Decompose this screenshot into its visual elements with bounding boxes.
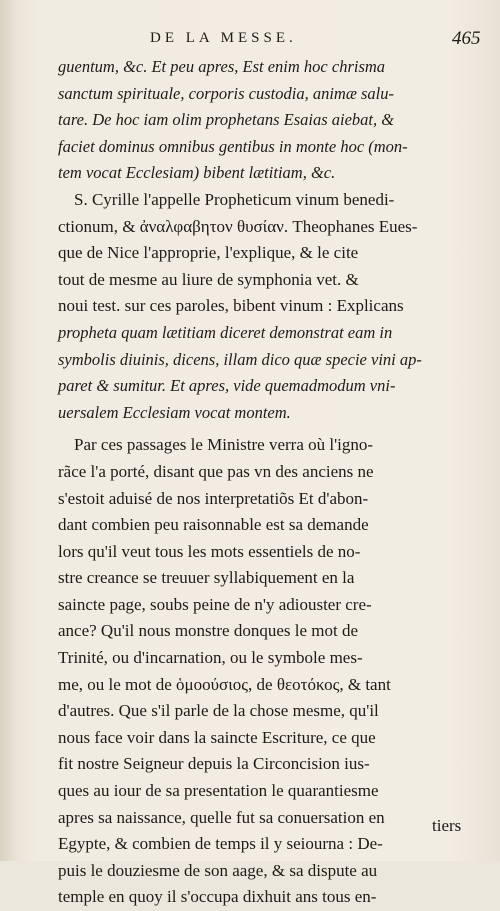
text-line: symbolis diuinis, dicens, illam dico quæ specie vini ap- — [58, 349, 422, 369]
text-line: Egypte, & combien de temps il y seiourna : De- — [58, 834, 383, 854]
text-line: ance? Qu'il nous monstre donques le mot de — [58, 621, 359, 641]
page-number: 465 — [452, 28, 481, 49]
catchword: tiers — [432, 816, 462, 835]
text-line: s'estoit aduisé de nos interpretatiõs Et d'abon- — [58, 488, 369, 508]
text-line: ques au iour de sa presentation le quarantiesme — [58, 781, 379, 801]
body-text — [58, 54, 422, 911]
text-line: Par ces passages le Ministre verra où l'igno- — [74, 435, 374, 455]
text-line: apres sa naissance, quelle fut sa conuersation en — [58, 807, 385, 827]
text-line: paret & sumitur. Et apres, vide quemadmodum vni- — [58, 376, 396, 396]
text-line: me, ou le mot de ὁμοούσιος, de θεοτόκος, & tant — [58, 674, 391, 694]
text-line: rãce l'a porté, disant que pas vn des anciens ne — [58, 461, 374, 481]
text-line: puis le douziesme de son aage, & sa dispute au — [58, 860, 378, 880]
binding-gutter — [0, 0, 18, 861]
text-line: guentum, &c. Et peu apres, Est enim hoc chrisma — [58, 57, 386, 76]
text-line: que de Nice l'approprie, l'explique, & le cite — [58, 243, 359, 263]
text-line: ctionum, & ἀναλφαβητον θυσίαν. Theophanes Eues- — [58, 216, 418, 236]
text-line: d'autres. Que s'il parle de la chose mesme, qu'il — [58, 701, 379, 721]
text-line: S. Cyrille l'appelle Propheticum vinum benedi- — [74, 189, 395, 209]
text-line: sanctum spirituale, corporis custodia, animæ salu- — [58, 83, 394, 103]
text-line: tare. De hoc iam olim prophetans Esaias aiebat, & — [58, 110, 395, 130]
text-line: noui test. sur ces paroles, bibent vinum : Explicans — [58, 296, 404, 316]
text-line: propheta quam lætitiam diceret demonstrat eam in — [58, 322, 393, 342]
text-line: tem vocat Ecclesiam) bibent lætitiam, &c. — [58, 163, 336, 183]
text-line: stre creance se treuuer syllabiquement en la — [58, 568, 355, 588]
running-head: DE LA MESSE. — [150, 30, 297, 46]
text-line: temple en quoy il s'occupa dixhuit ans tous en- — [58, 887, 377, 907]
text-line: saincte page, soubs peine de n'y adiouster cre- — [58, 594, 372, 614]
text-line: tout de mesme au liure de symphonia vet. & — [58, 269, 359, 289]
text-line: lors qu'il veut tous les mots essentiels de no- — [58, 541, 361, 561]
text-line: faciet dominus omnibus gentibus in monte hoc (mon- — [58, 136, 408, 156]
page-header — [0, 28, 500, 52]
text-line: dant combien peu raisonnable est sa demande — [58, 515, 369, 535]
text-line: uersalem Ecclesiam vocat montem. — [58, 402, 291, 422]
text-line: Trinité, ou d'incarnation, ou le symbole mes- — [58, 648, 363, 668]
text-line: fit nostre Seigneur depuis la Circoncision ius- — [58, 754, 370, 774]
text-line: nous face voir dans la saincte Escriture, ce que — [58, 727, 376, 747]
